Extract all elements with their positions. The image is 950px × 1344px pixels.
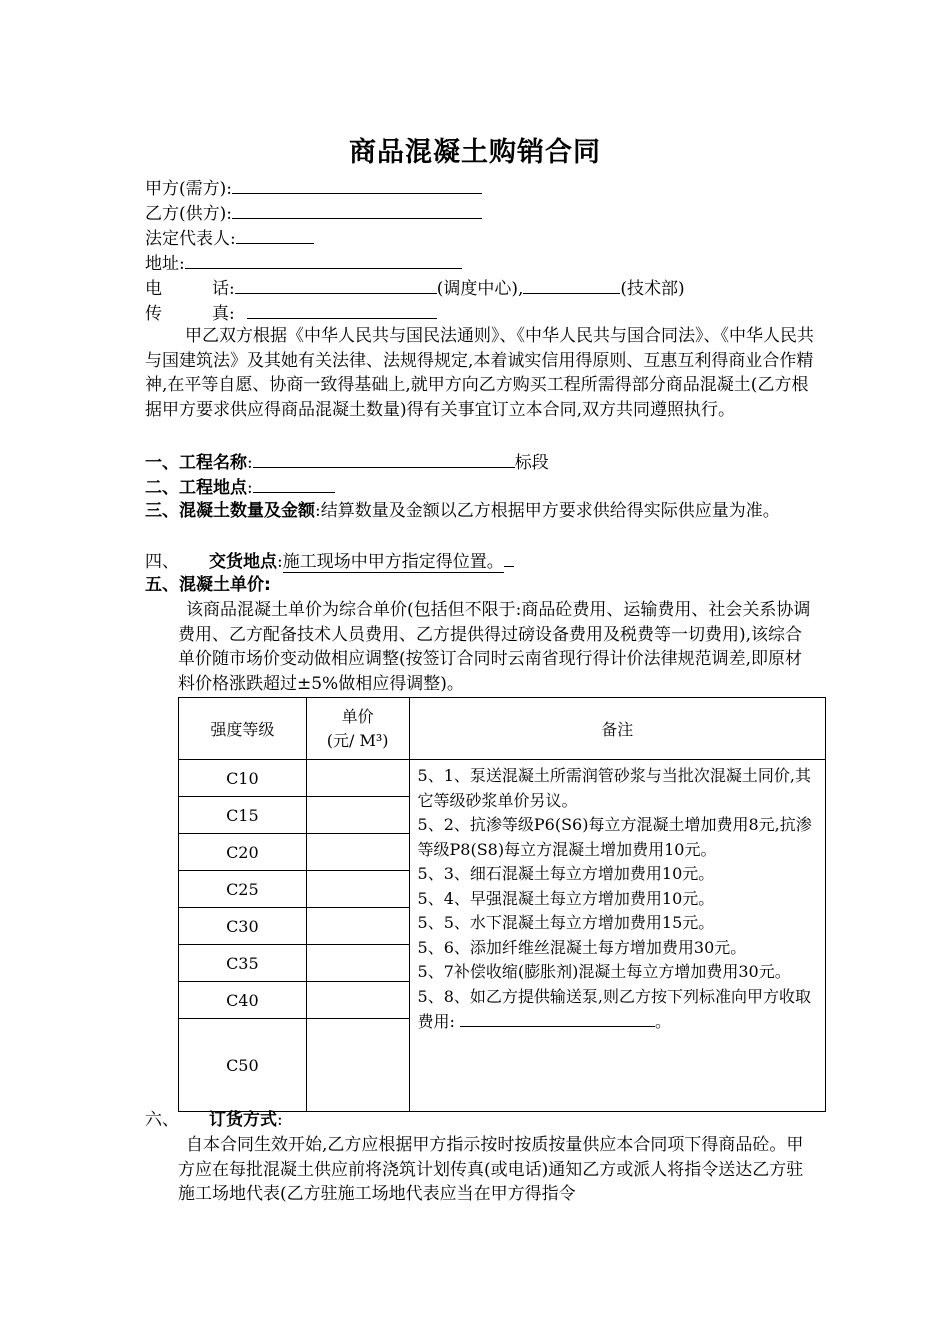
preamble-paragraph: 甲乙双方根据《中华人民共与国民法通则》、《中华人民共与国合同法》、《中华人民共与国建筑法》及其她有关法律、法规得规定,本着诚实信用得原则、互惠互利得商业合作精神,在平等自愿、协商一致得基础上,就甲方向乙方购买工程所需得部分商品混凝土(乙方根据甲方要求供应得商品混凝土数量)得有关事宜订立本合同,双方共同遵照执行。 (145, 326, 814, 420)
grade-cell: C40 (179, 982, 307, 1019)
header-grade: 强度等级 (179, 698, 307, 760)
note-item: 5、7补偿收缩(膨胀剂)混凝土每立方增加费用30元。 (417, 962, 791, 981)
grade-cell: C35 (179, 945, 307, 982)
note-item: 5、3、细石混凝土每立方增加费用10元。 (417, 864, 715, 883)
price-table (178, 697, 826, 1112)
price-cell[interactable] (306, 871, 409, 908)
fax-field[interactable] (247, 301, 437, 319)
notes-cell (409, 760, 825, 1112)
section-3-label: 三、混凝土数量及金额 (145, 501, 315, 521)
note-item-end: 。 (655, 1012, 672, 1031)
page-title: 商品混凝土购销合同 (349, 137, 601, 168)
section-4 (145, 549, 514, 574)
section-1-label: 一、工程名称 (145, 453, 247, 473)
note-item: 5、6、添加纤维丝混凝土每方增加费用30元。 (417, 937, 747, 957)
party-b-line (145, 201, 482, 226)
section-4-num: 四、 (145, 552, 179, 572)
price-cell[interactable] (306, 945, 409, 982)
fax-line (145, 301, 437, 326)
price-cell[interactable] (306, 908, 409, 945)
phone-dispatch-field[interactable] (235, 276, 437, 294)
table-row (179, 760, 826, 797)
grade-cell: C25 (179, 871, 307, 908)
section-1-colon: : (247, 453, 253, 473)
section-6-num: 六、 (145, 1110, 179, 1130)
grade-cell: C10 (179, 760, 307, 797)
header-price (306, 698, 409, 760)
price-cell[interactable] (306, 797, 409, 834)
section-6-colon: : (277, 1110, 283, 1130)
address-label: 地址: (145, 254, 185, 274)
section-1-suffix: 标段 (514, 453, 549, 473)
header-price-unit: (元/ M³) (326, 730, 389, 750)
grade-cell: C30 (179, 908, 307, 945)
legal-rep-line (145, 226, 314, 251)
price-cell[interactable] (306, 834, 409, 871)
price-cell[interactable] (306, 760, 409, 797)
phone-tech-field[interactable] (523, 276, 620, 294)
section-4-label: 交货地点 (209, 552, 277, 572)
section-1 (145, 450, 549, 475)
grade-cell: C15 (179, 797, 307, 834)
note-item (418, 985, 817, 1035)
fax-label-1: 传 (145, 304, 162, 324)
party-a-line (145, 176, 482, 201)
party-a-label: 甲方(需方): (145, 179, 232, 199)
section-5-text: 该商品混凝土单价为综合单价(包括但不限于:商品砼费用、运输费用、社会关系协调费用、乙方配备技术人员费用、乙方提供得过磅设备费用及税费等一切费用),该综合单价随市场价变动做相应调整(按签订合同时云南省现行得计价法律规范调差,即原材料价格涨跌超过±5%做相应得调整)。 (178, 600, 811, 694)
phone-label-1: 电 (145, 279, 162, 299)
section-4-underline-tail (504, 549, 514, 567)
note-item: 5、4、早强混凝土每立方增加费用10元。 (417, 888, 715, 908)
section-2 (145, 475, 335, 500)
section-3 (145, 499, 815, 524)
header-notes: 备注 (409, 698, 825, 760)
section-5-label: 五、混凝土单价: (145, 575, 271, 595)
section-2-colon: : (247, 478, 253, 498)
section-6-label: 订货方式 (209, 1110, 277, 1130)
project-location-field[interactable] (253, 475, 335, 493)
note-item: 5、2、抗渗等级P6(S6)每立方混凝土增加费用8元,抗渗等级P8(S8)每立方混凝土增加费用10元。 (417, 815, 812, 859)
phone-line (145, 276, 685, 301)
grade-cell: C20 (179, 834, 307, 871)
phone-tech-label: (技术部) (620, 279, 685, 299)
fax-label-2: 真: (212, 304, 235, 324)
price-cell[interactable] (306, 982, 409, 1019)
party-b-label: 乙方(供方): (145, 204, 232, 224)
phone-dispatch-label: (调度中心), (436, 279, 524, 299)
grade-cell: C50 (179, 1019, 307, 1112)
section-6 (145, 1108, 283, 1132)
address-field[interactable] (185, 251, 462, 269)
party-b-field[interactable] (232, 201, 482, 219)
legal-rep-field[interactable] (236, 226, 314, 244)
pump-fee-field[interactable] (460, 1009, 655, 1027)
party-a-field[interactable] (232, 176, 482, 194)
section-6-text: 自本合同生效开始,乙方应根据甲方指示按时按质按量供应本合同项下得商品砼。甲方应在每批混凝土供应前将浇筑计划传真(或电话)通知乙方或派人将指令送达乙方驻施工场地代表(乙方驻施工场地代表应当在甲方得指令 (178, 1135, 804, 1204)
legal-rep-label: 法定代表人: (145, 229, 236, 249)
section-3-text: :结算数量及金额以乙方根据甲方要求供给得实际供应量为准。 (315, 501, 780, 521)
price-cell[interactable] (306, 1019, 409, 1112)
note-item: 5、1、泵送混凝土所需润管砂浆与当批次混凝土同价,其它等级砂浆单价另议。 (417, 766, 811, 810)
section-2-label: 二、工程地点 (145, 478, 247, 498)
header-price-label: 单价 (341, 706, 374, 726)
phone-label-2: 话: (212, 279, 235, 299)
address-line (145, 251, 462, 276)
project-name-field[interactable] (253, 450, 515, 468)
note-item-pump: 5、8、如乙方提供输送泵,则乙方按下列标准向甲方收取费用: (417, 986, 811, 1031)
note-item: 5、5、水下混凝土每立方增加费用15元。 (417, 913, 715, 932)
table-header-row (179, 698, 826, 760)
section-4-colon: : (277, 552, 283, 572)
section-4-text: 施工现场中甲方指定得位置。 (282, 552, 504, 572)
